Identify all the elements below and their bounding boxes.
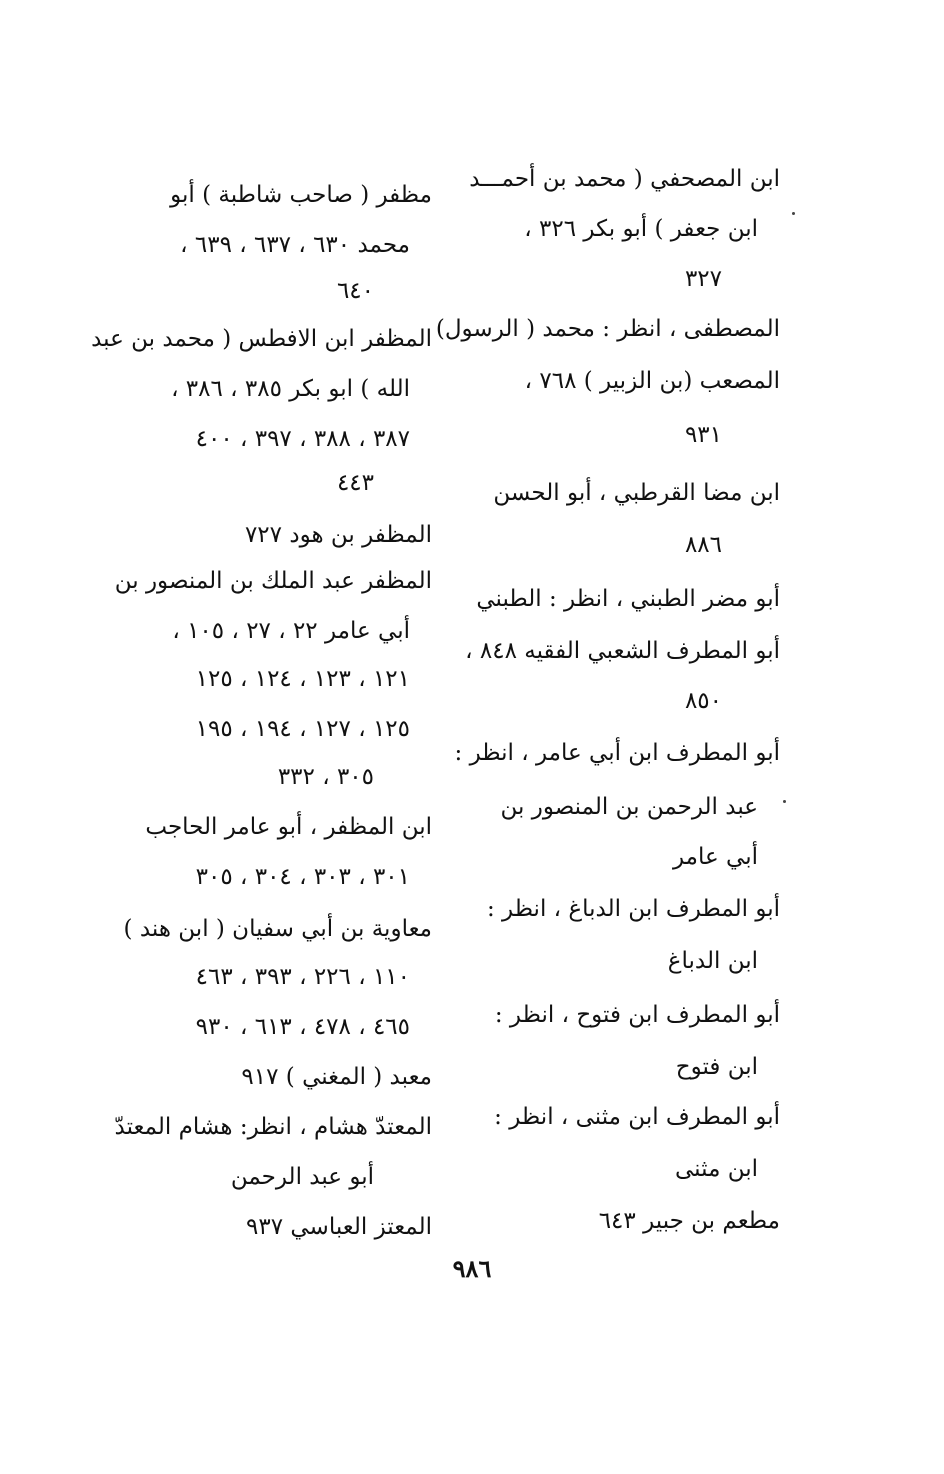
index-entry: المصطفى ، انظر : محمد ( الرسول)	[435, 316, 780, 342]
index-entry-continuation: ١٢١ ، ١٢٣ ، ١٢٤ ، ١٢٥	[195, 666, 410, 692]
right-index-column	[420, 0, 780, 1474]
left-index-column	[91, 0, 432, 1474]
index-entry: المعتدّ هشام ، انظر: هشام المعتدّ	[114, 1114, 432, 1140]
index-entry: المعتز العباسي ٩٣٧	[246, 1214, 432, 1240]
index-entry-continuation: ٤٦٥ ، ٤٧٨ ، ٦١٣ ، ٩٣٠	[195, 1014, 410, 1040]
index-entry: ابن المصحفي ( محمد بن أحمـــد	[469, 166, 780, 192]
index-entry: مطعم بن جبير ٦٤٣	[598, 1208, 780, 1234]
index-entry-continuation: ٨٥٠	[684, 688, 722, 714]
index-entry: المظفر عبد الملك بن المنصور بن	[114, 568, 432, 594]
index-entry-continuation: ٨٨٦	[684, 532, 722, 558]
index-entry: أبو المطرف ابن مثنى ، انظر :	[494, 1104, 780, 1130]
index-entry-continuation: ٣٠١ ، ٣٠٣ ، ٣٠٤ ، ٣٠٥	[195, 864, 410, 890]
index-entry-continuation: ١٢٥ ، ١٢٧ ، ١٩٤ ، ١٩٥	[195, 716, 410, 742]
index-entry-continuation: ٣٨٧ ، ٣٨٨ ، ٣٩٧ ، ٤٠٠	[195, 426, 410, 452]
index-entry-continuation: عبد الرحمن بن المنصور بن	[500, 794, 758, 820]
page-number: ٩٨٦	[452, 1254, 492, 1283]
index-entry-continuation: ابن الدباغ	[667, 948, 758, 974]
index-entry-continuation: ٦٤٠	[336, 278, 374, 304]
index-entry: أبو المطرف ابن أبي عامر ، انظر :	[454, 740, 780, 766]
index-entry: المصعب (بن الزبير ) ٧٦٨ ،	[524, 368, 780, 394]
index-entry-continuation: ٣٢٧	[684, 266, 722, 292]
index-entry: معاوية بن أبي سفيان ( ابن هند )	[123, 916, 432, 942]
index-entry: أبو المطرف ابن الدباغ ، انظر :	[486, 896, 780, 922]
index-entry-continuation: ابن جعفر ) أبو بكر ٣٢٦ ،	[524, 216, 758, 242]
index-entry-continuation: ١١٠ ، ٢٢٦ ، ٣٩٣ ، ٤٦٣	[195, 964, 410, 990]
index-entry-continuation: محمد ٦٣٠ ، ٦٣٧ ، ٦٣٩ ،	[180, 232, 410, 258]
index-entry-continuation: ٣٠٥ ، ٣٣٢	[277, 764, 374, 790]
scan-speck	[792, 212, 795, 215]
scan-speck	[783, 800, 786, 803]
index-entry: المظفر بن هود ٧٢٧	[244, 522, 432, 548]
index-entry: أبو المطرف الشعبي الفقيه ٨٤٨ ،	[465, 638, 780, 664]
index-entry-continuation: ٩٣١	[684, 422, 722, 448]
index-entry-continuation: أبو عبد الرحمن	[230, 1164, 374, 1190]
index-entry: معبد ( المغني ) ٩١٧	[241, 1064, 432, 1090]
index-entry-continuation: أبي عامر ٢٢ ، ٢٧ ، ١٠٥ ،	[172, 618, 410, 644]
index-entry: أبو المطرف ابن فتوح ، انظر :	[494, 1002, 780, 1028]
index-entry-continuation: ٤٤٣	[336, 470, 374, 496]
index-entry: ابن مضا القرطبي ، أبو الحسن	[493, 480, 780, 506]
index-entry-continuation: أبي عامر	[672, 844, 758, 870]
index-entry: مظفر ( صاحب شاطبة ) أبو	[170, 182, 432, 208]
index-entry-continuation: ابن مثنى	[675, 1156, 758, 1182]
index-entry: أبو مضر الطبني ، انظر : الطبني	[476, 586, 780, 612]
index-entry: المظفر ابن الافطس ( محمد بن عبد	[91, 326, 432, 352]
index-entry: ابن المظفر ، أبو عامر الحاجب	[145, 814, 432, 840]
index-entry-continuation: الله ) ابو بكر ٣٨٥ ، ٣٨٦ ،	[171, 376, 410, 402]
index-entry-continuation: ابن فتوح	[675, 1054, 758, 1080]
